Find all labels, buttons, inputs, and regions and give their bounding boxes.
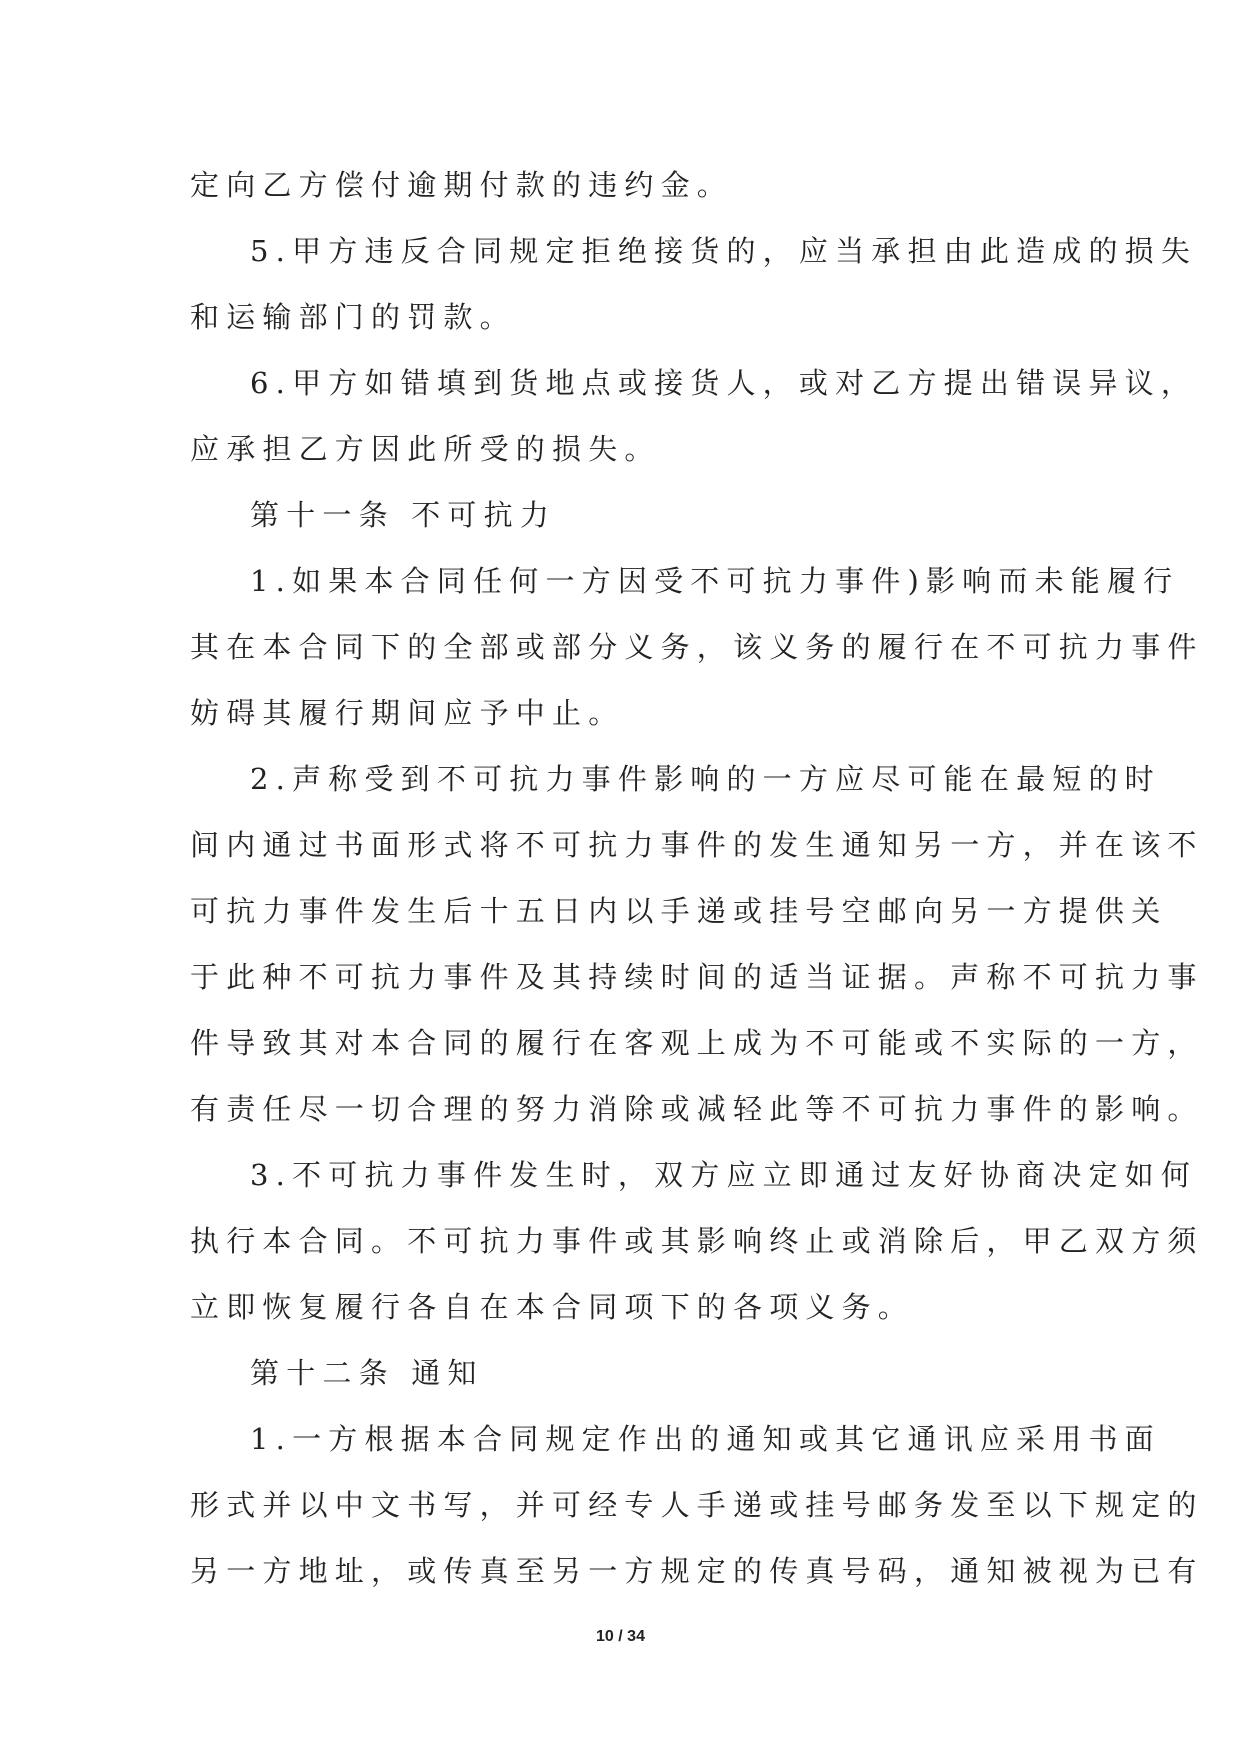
text-line: 1.一方根据本合同规定作出的通知或其它通讯应采用书面	[250, 1422, 1161, 1456]
page-number: 10 / 34	[596, 1628, 645, 1645]
text-line: 1.如果本合同任何一方因受不可抗力事件)影响而未能履行	[250, 564, 1180, 598]
text-line: 间内通过书面形式将不可抗力事件的发生通知另一方，并在该不	[190, 828, 1204, 862]
text-line: 另一方地址，或传真至另一方规定的传真号码，通知被视为已有	[190, 1554, 1204, 1588]
text-line: 5.甲方违反合同规定拒绝接货的，应当承担由此造成的损失	[250, 234, 1198, 268]
text-line: 于此种不可抗力事件及其持续时间的适当证据。声称不可抗力事	[190, 960, 1204, 994]
text-line: 第十二条 通知	[250, 1356, 484, 1390]
text-line: 和运输部门的罚款。	[190, 300, 516, 334]
text-line: 件导致其对本合同的履行在客观上成为不可能或不实际的一方，	[190, 1026, 1204, 1060]
text-line: 妨碍其履行期间应予中止。	[190, 696, 625, 730]
text-line: 立即恢复履行各自在本合同项下的各项义务。	[190, 1290, 915, 1324]
text-line: 其在本合同下的全部或部分义务，该义务的履行在不可抗力事件	[190, 630, 1204, 664]
text-line: 应承担乙方因此所受的损失。	[190, 432, 661, 466]
text-line: 定向乙方偿付逾期付款的违约金。	[190, 168, 734, 202]
document-body	[190, 152, 1204, 1604]
text-line: 可抗力事件发生后十五日内以手递或挂号空邮向另一方提供关	[190, 894, 1168, 928]
text-line: 执行本合同。不可抗力事件或其影响终止或消除后，甲乙双方须	[190, 1224, 1204, 1258]
text-line: 3.不可抗力事件发生时，双方应立即通过友好协商决定如何	[250, 1158, 1198, 1192]
text-line: 2.声称受到不可抗力事件影响的一方应尽可能在最短的时	[250, 762, 1161, 796]
text-line: 第十一条 不可抗力	[250, 498, 557, 532]
text-line: 有责任尽一切合理的努力消除或减轻此等不可抗力事件的影响。	[190, 1092, 1204, 1126]
text-line: 6.甲方如错填到货地点或接货人，或对乙方提出错误异议，	[250, 366, 1198, 400]
text-line: 形式并以中文书写，并可经专人手递或挂号邮务发至以下规定的	[190, 1488, 1204, 1522]
